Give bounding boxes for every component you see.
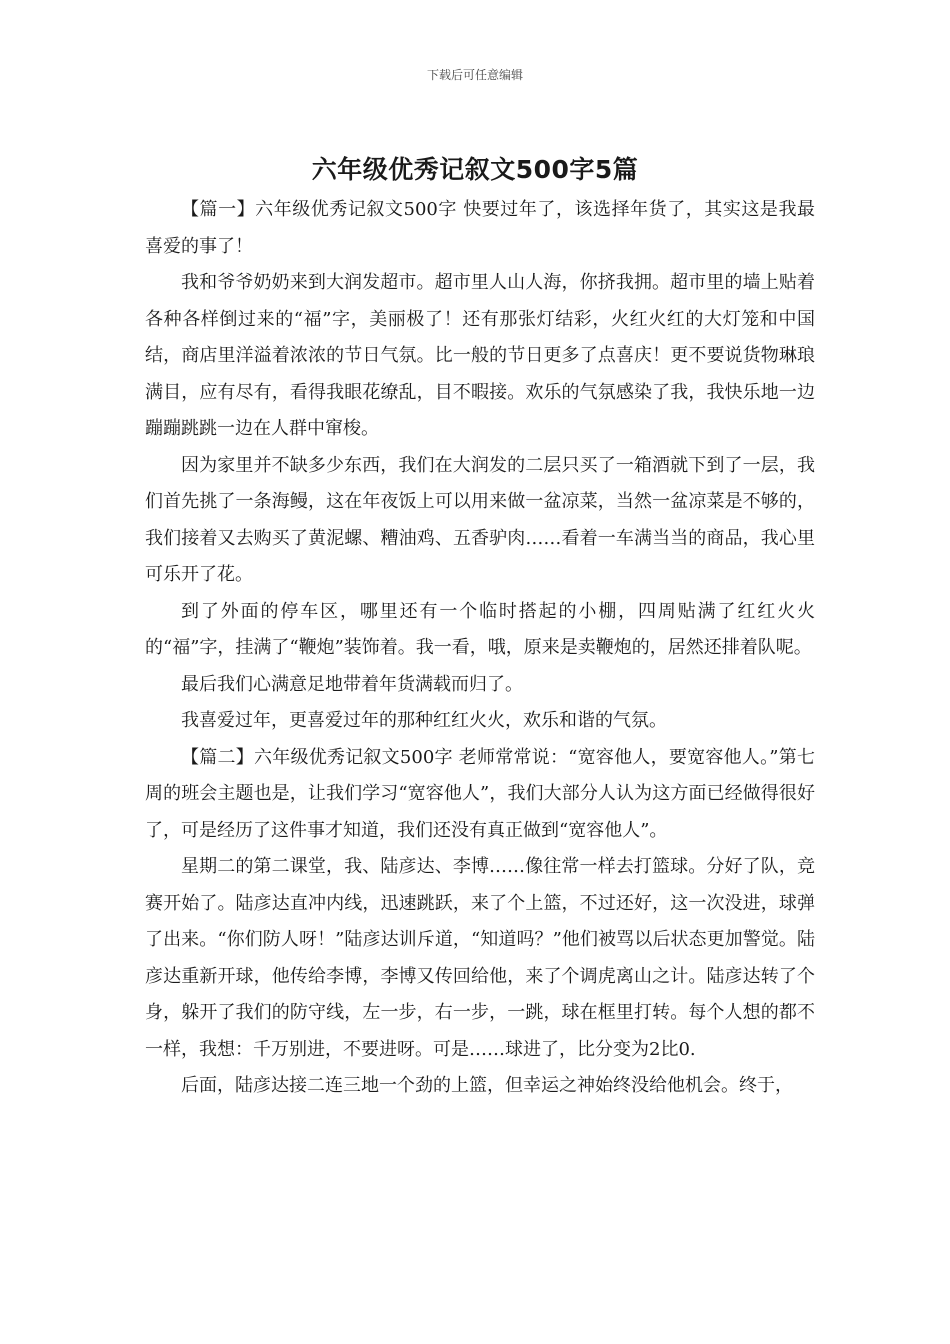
paragraph: 因为家里并不缺多少东西，我们在大润发的二层只买了一箱酒就下到了一层，我们首先挑了一条海鳗，这在年夜饭上可以用来做一盆凉菜，当然一盆凉菜是不够的，我们接着又去购买了黄泥螺、糟油鸡、五香驴肉……看着一车满当当的商品，我心里可乐开了花。 [145,454,815,585]
paragraph: 最后我们心满意足地带着年货满载而归了。 [181,673,523,695]
paragraph: 后面，陆彦达接二连三地一个劲的上篮，但幸运之神始终没给他机会。终于， [181,1075,793,1096]
paragraph: 【篇二】六年级优秀记叙文500字 老师常常说：“宽容他人，要宽容他人。”第七周的班会主题也是，让我们学习“宽容他人”，我们大部分人认为这方面已经做得很好了，可是经历了这件事才知道，我们还没有真正做到“宽容他人”。 [145,746,815,841]
paragraph: 我喜爱过年，更喜爱过年的那种红红火火，欢乐和谐的气氛。 [181,710,667,731]
paragraph: 到了外面的停车区，哪里还有一个临时搭起的小棚，四周贴满了红红火火的“福”字，挂满了“鞭炮”装饰着。我一看，哦，原来是卖鞭炮的，居然还排着队呢。 [145,600,815,658]
paragraph: 我和爷爷奶奶来到大润发超市。超市里人山人海，你挤我拥。超市里的墙上贴着各种各样倒过来的“福”字，美丽极了！还有那张灯结彩，火红火红的大灯笼和中国结，商店里洋溢着浓浓的节日气氛。比一般的节日更多了点喜庆！更不要说货物琳琅满目，应有尽有，看得我眼花缭乱，目不暇接。欢乐的气氛感染了我，我快乐地一边蹦蹦跳跳一边在人群中窜梭。 [145,272,815,439]
document-title: 六年级优秀记叙文500字5篇 [311,155,639,184]
document-body [145,192,815,1105]
paragraph: 星期二的第二课堂，我、陆彦达、李博……像往常一样去打篮球。分好了队，竞赛开始了。陆彦达直冲内线，迅速跳跃，来了个上篮，不过还好，这一次没进，球弹了出来。“你们防人呀！”陆彦达训斥道，“知道吗？”他们被骂以后状态更加警觉。陆彦达重新开球，他传给李博，李博又传回给他，来了个调虎离山之计。陆彦达转了个身，躲开了我们的防守线，左一步，右一步，一跳，球在框里打转。每个人想的都不一样，我想：千万别进，不要进呀。可是……球进了，比分变为2比0. [145,856,815,1060]
page-header-note: 下载后可任意编辑 [426,68,523,82]
paragraph: 【篇一】六年级优秀记叙文500字 快要过年了，该选择年货了，其实这是我最喜爱的事了！ [145,199,815,257]
